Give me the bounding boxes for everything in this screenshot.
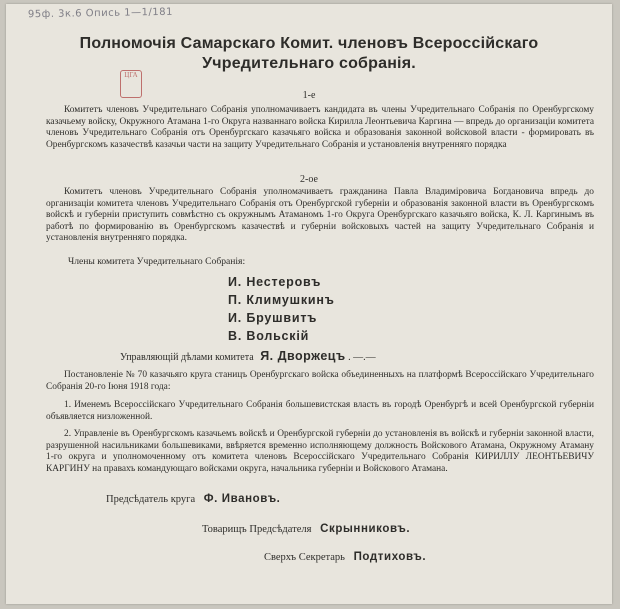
archive-stamp: ЦГА (120, 70, 142, 98)
manager-name: Я. Дворжецъ (260, 349, 346, 363)
member-3: И. Брушвитъ (228, 311, 318, 325)
members-label: Члены комитета Учредительнаго Собранія: (68, 256, 246, 267)
deputy-signature (202, 522, 410, 537)
secretary-signature (264, 550, 426, 565)
deputy-label: Товарищъ Предсѣдателя (202, 524, 312, 535)
chairman-name: Ф. Ивановъ. (203, 493, 281, 505)
manager-line (120, 349, 376, 365)
section-1-number: 1-е (302, 90, 316, 101)
secretary-label: Сверхъ Секретарь (264, 552, 345, 563)
chairman-signature (106, 492, 280, 507)
resolution-point-2: 2. Управленіе въ Оренбургскомъ казачьемъ войскѣ и Оренбургской губерніи до установленія въ войскѣ и губерніи законной власти, разрушенной насильниками большевиками, ввѣряется временно исполняющему должность Войскового Атамана, Окружному Атаману 1-го округа и уполномоченному отъ комитета членовъ Всероссійскаго Учредительнаго Собранія КИРИЛЛУ ЛЕОНТЬЕВИЧУ КАРГИНУ на правахъ командующаго войсками округа, начальника губерніи и Войскового Атамана. (46, 429, 594, 474)
resolution-point-1: 1. Именемъ Всероссійскаго Учредительнаго Собранія большевистская власть въ городѣ Оренбургѣ и всей Оренбургской губерніи объявляется низложенной. (46, 400, 594, 422)
member-1: И. Нестеровъ (228, 275, 322, 289)
section-1-text: Комитетъ членовъ Учредительнаго Собранія уполномачиваетъ кандидата въ члены Учредительнаго Собранія по Оренбургскому казачьему войску, Окружного Атамана 1-го Округа названнаго войска Кирилла Леонтьевича Каргина — впредь до организаціи комитета членовъ Учредительнаго Собранія отъ Оренбургскаго казачьяго войска и образованія законной войсковой власти - формировать въ Оренбургскомъ казачествѣ казачьи части на защиту Учредительнаго Собранія и установленія внутренняго порядка (46, 105, 594, 150)
section-2-text: Комитетъ членовъ Учредительнаго Собранія уполномачиваетъ гражданина Павла Владиміровича Богдановича впредь до организаціи комитета членовъ Учредительнаго Собранія отъ Оренбургской губерніи и образованія законной власти въ Оренбургскомъ войскѣ и губерніи приступить совмѣстно съ окружнымъ Атаманомъ 1-го Округа Оренбургскаго казачьяго войска, К. Л. Каргинымъ въ работѣ по формированію въ Оренбургскомъ казачествѣ и губерніи войсковыхъ частей на защиту Учредительнаго Собранія и установленія внутренняго порядка. (46, 187, 594, 244)
document-sheet (6, 4, 612, 604)
member-2: П. Климушкинъ (228, 293, 335, 307)
manager-label: Управляющій дѣлами комитета (120, 352, 254, 363)
document-title: Полномочія Самарскаго Комит. членовъ Всероссійскаго Учредительнаго собранія. (79, 35, 539, 72)
chairman-label: Предсѣдатель круга (106, 494, 196, 505)
secretary-name: Подтиховъ. (353, 551, 427, 563)
resolution-intro: Постановленіе № 70 казачьяго круга станицъ Оренбургскаго войска объединенныхъ на платформѣ Всероссійскаго Учредительнаго Собранія 20-го Іюня 1918 года: (46, 370, 594, 392)
section-2-number: 2-ое (300, 174, 318, 185)
archive-mark: 95ф. 3к.6 Опись 1—1/181 (27, 6, 174, 21)
member-4: В. Вольскій (228, 329, 310, 343)
flourish-dash: . —.— (348, 352, 376, 363)
deputy-name: Скрынниковъ. (320, 523, 411, 535)
